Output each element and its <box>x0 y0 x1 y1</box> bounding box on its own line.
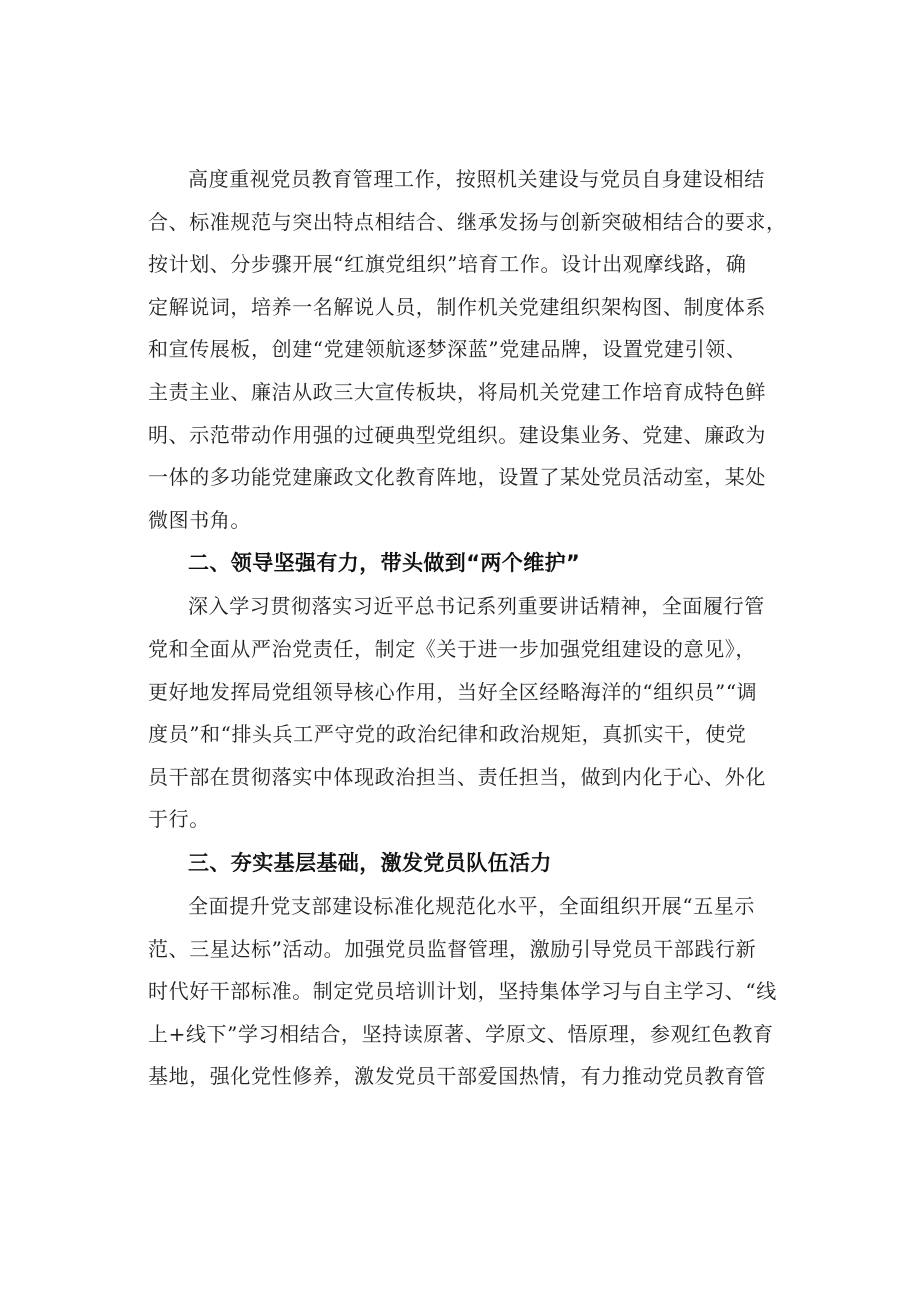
paragraph-line: 明、示范带动作用强的过硬典型党组织。建设集业务、党建、廉政为 <box>148 422 766 447</box>
paragraph-line: 时代好干部标准。制定党员培训计划，坚持集体学习与自主学习、“线 <box>148 979 777 1004</box>
paragraph-line: 高度重视党员教育管理工作，按照机关建设与党员自身建设相结 <box>188 167 765 191</box>
paragraph-line: 和宣传展板，创建“党建领航逐梦深蓝”党建品牌，设置党建引领、 <box>148 337 747 362</box>
paragraph-line: 上+线下”学习相结合，坚持读原著、学原文、悟原理，参观红色教育 <box>148 1021 774 1046</box>
paragraph-line: 深入学习贯彻落实习近平总书记系列重要讲话精神，全面履行管 <box>188 594 765 619</box>
paragraph-3 <box>148 885 808 1098</box>
paragraph-line: 范、三星达标”活动。加强党员监督管理，激励引导党员干部践行新 <box>148 936 757 961</box>
paragraph-line: 按计划、分步骤开展“红旗党组织”培育工作。设计出观摩线路，确 <box>148 252 747 277</box>
paragraph-1 <box>148 158 808 541</box>
paragraph-line: 全面提升党支部建设标准化规范化水平，全面组织开展“五星示 <box>188 893 756 918</box>
paragraph-line: 定解说词，培养一名解说人员，制作机关党建组织架构图、制度体系 <box>148 294 766 319</box>
paragraph-line: 度员”和“排头兵工严守党的政治纪律和政治规矩，真抓实干，使党 <box>148 722 747 747</box>
paragraph-line: 更好地发挥局党组领导核心作用，当好全区经略海洋的“组织员”“调 <box>148 679 758 704</box>
document-body <box>148 158 808 1098</box>
paragraph-line: 微图书角。 <box>148 507 251 532</box>
paragraph-line: 一体的多功能党建廉政文化教育阵地，设置了某处党员活动室，某处 <box>148 465 766 490</box>
paragraph-line: 于行。 <box>148 807 210 832</box>
section-heading-3: 三、夯实基层基础，激发党员队伍活力 <box>188 850 552 875</box>
paragraph-line: 员干部在贯彻落实中体现政治担当、责任担当，做到内化于心、外化 <box>148 764 766 789</box>
paragraph-line: 合、标准规范与突出特点相结合、继承发扬与创新突破相结合的要求， <box>148 209 787 234</box>
paragraph-line: 主责主业、廉洁从政三大宣传板块，将局机关党建工作培育成特色鲜 <box>148 379 766 404</box>
paragraph-line: 基地，强化党性修养，激发党员干部爱国热情，有力推动党员教育管 <box>148 1064 766 1089</box>
paragraph-line: 党和全面从严治党责任，制定《关于进一步加强党组建设的意见》， <box>148 636 756 661</box>
section-heading-2: 二、领导坚强有力，带头做到“两个维护” <box>188 551 581 576</box>
paragraph-2 <box>148 585 808 841</box>
